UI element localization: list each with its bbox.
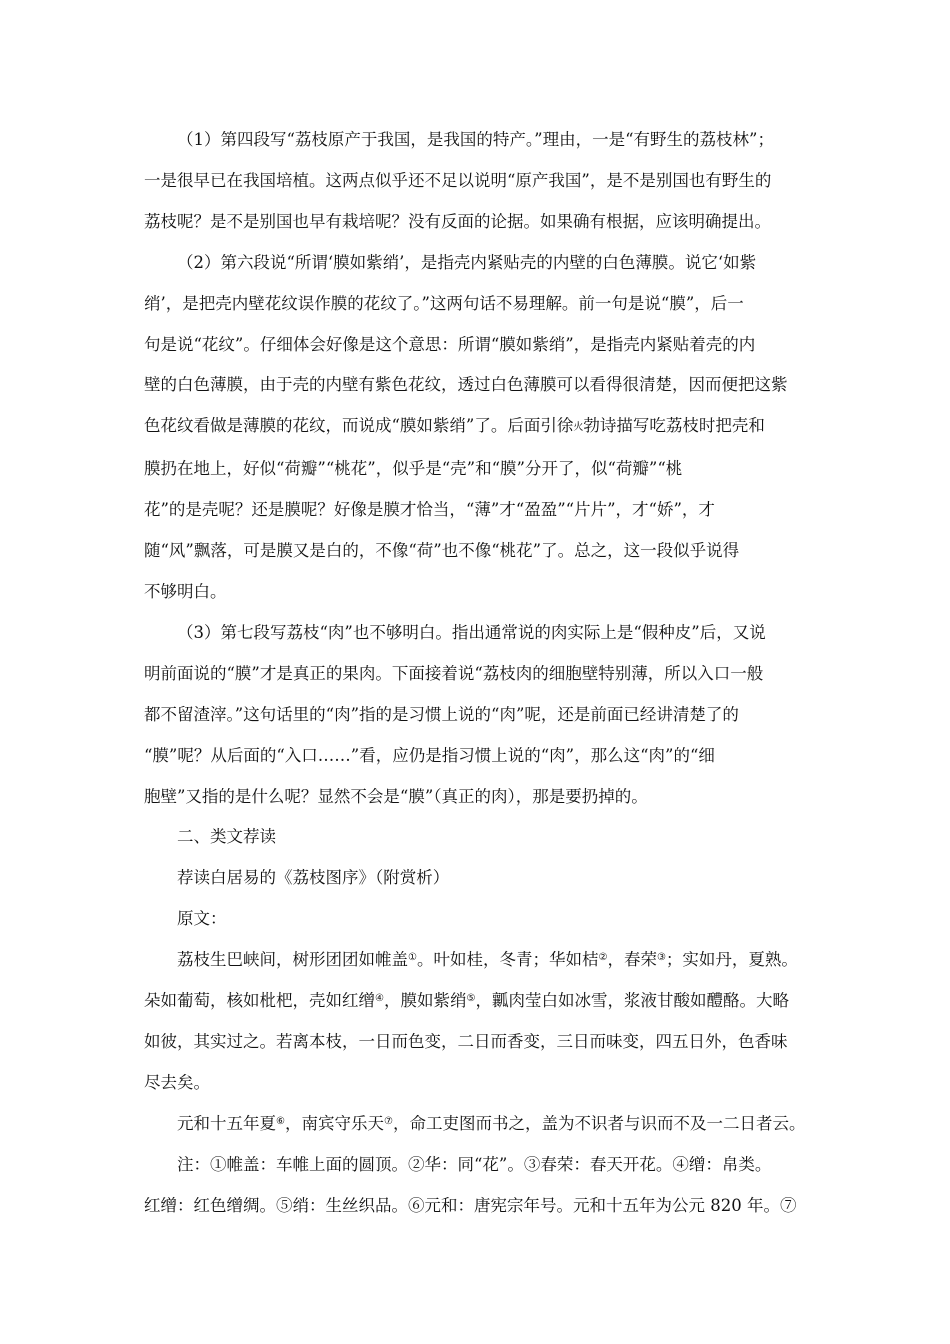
text-line: 都不留渣滓。”这句话里的“肉”指的是习惯上说的“肉”呢，还是前面已经讲清楚了的 bbox=[144, 704, 739, 724]
text-line: 注：①帷盖：车帷上面的圆顶。②华：同“花”。③春荣：春天开花。④缯：帛类。 bbox=[177, 1154, 772, 1174]
text-line: 膜扔在地上，好似“荷瓣”“桃花”，似乎是“壳”和“膜”分开了，似“荷瓣”“桃 bbox=[144, 459, 683, 479]
text-line: 荔枝呢？是不是别国也早有栽培呢？没有反面的论据。如果确有根据，应该明确提出。 bbox=[144, 211, 771, 231]
text-line bbox=[144, 1104, 804, 1145]
text-segment: ，瓤肉莹白如冰雪，浆液甘酸如醴酪。大略 bbox=[475, 991, 789, 1011]
text-line: 绡’，是把壳内壁花纹误作膜的花纹了。”这两句话不易理解。前一句是说“膜”，后一 bbox=[144, 293, 744, 313]
paragraph-3 bbox=[144, 613, 804, 818]
recommend-title: 荐读白居易的《荔枝图序》（附赏析） bbox=[177, 868, 450, 888]
original-text bbox=[144, 940, 804, 1145]
text-line: （2）第六段说“所谓‘膜如紫绡’，是指壳内紧贴壳的内壁的白色薄膜。说它‘如紫 bbox=[177, 252, 757, 272]
footnote-marker: ④ bbox=[375, 993, 384, 1005]
paragraph-2 bbox=[144, 243, 804, 613]
text-line: “膜”呢？从后面的“入口……”看，应仍是指习惯上说的“肉”，那么这“肉”的“细 bbox=[144, 745, 715, 765]
text-line: 胞壁”又指的是什么呢？显然不会是“膜”（真正的肉），那是要扔掉的。 bbox=[144, 786, 648, 806]
text-line: 花”的是壳呢？还是膜呢？好像是膜才恰当，“薄”才“盈盈”“片片”，才“娇”，才 bbox=[144, 500, 715, 520]
footnote-marker: ③ bbox=[656, 952, 666, 964]
text-segment: ，春荣 bbox=[607, 950, 657, 970]
text-line: 不够明白。 bbox=[144, 581, 227, 601]
section-heading: 二、类文荐读 bbox=[177, 827, 276, 847]
text-line: 尽去矣。 bbox=[144, 1072, 210, 1092]
text-segment: ，南宾守乐天 bbox=[284, 1113, 384, 1133]
text-segment: ；实如丹，夏熟。 bbox=[665, 950, 798, 970]
text-segment: 朵如葡萄，核如枇杷，壳如红缯 bbox=[144, 991, 375, 1011]
text-segment: 荔枝生巴峡间，树形团团如帷盖 bbox=[177, 950, 408, 970]
text-line bbox=[144, 940, 804, 981]
footnote-marker: ① bbox=[408, 952, 417, 964]
text-segment: 勃诗描写吃荔枝时把壳和 bbox=[583, 416, 765, 436]
text-segment: ，膜如紫绡 bbox=[383, 991, 467, 1011]
text-segment: ，命工吏图而书之，盖为不识者与识而不及一二日者云。 bbox=[392, 1113, 806, 1133]
original-label: 原文： bbox=[177, 909, 227, 929]
text-line: （3）第七段写荔枝“肉”也不够明白。指出通常说的肉实际上是“假种皮”后，又说 bbox=[177, 622, 766, 642]
text-segment: 色花纹看做是薄膜的花纹，而说成“膜如紫绡”了。后面引徐 bbox=[144, 416, 574, 436]
text-line: 如彼，其实过之。若离本枝，一日而色变，二日而香变，三日而味变，四五日外，色香味 bbox=[144, 1031, 788, 1051]
document-body bbox=[144, 120, 804, 1226]
footnote-marker: ⑦ bbox=[383, 1115, 393, 1127]
text-line bbox=[144, 406, 804, 449]
text-segment: 。叶如桂，冬青；华如桔 bbox=[416, 950, 599, 970]
footnote-marker: ⑥ bbox=[276, 1115, 285, 1127]
text-line: 一是很早已在我国培植。这两点似乎还不足以说明“原产我国”，是不是别国也有野生的 bbox=[144, 170, 772, 190]
text-line: （1）第四段写“荔枝原产于我国，是我国的特产。”理由，一是“有野生的荔枝林”； bbox=[177, 130, 774, 149]
text-line bbox=[144, 981, 804, 1022]
paragraph-1 bbox=[144, 120, 804, 243]
footnote-marker: ⑤ bbox=[466, 993, 476, 1005]
text-line: 壁的白色薄膜，由于壳的内壁有紫色花纹，透过白色薄膜可以看得很清楚，因而便把这紫 bbox=[144, 375, 788, 395]
small-glyph: 火 bbox=[573, 422, 584, 434]
text-line: 明前面说的“膜”才是真正的果肉。下面接着说“荔枝肉的细胞壁特别薄，所以入口一般 bbox=[144, 663, 764, 683]
text-segment: 元和十五年夏 bbox=[177, 1113, 276, 1133]
text-line: 随“风”飘落，可是膜又是白的，不像“荷”也不像“桃花”了。总之，这一段似乎说得 bbox=[144, 541, 740, 561]
notes bbox=[144, 1145, 804, 1227]
text-line: 红缯：红色缯绸。⑤绡：生丝织品。⑥元和：唐宪宗年号。元和十五年为公元 820 年。⑦ bbox=[144, 1195, 797, 1215]
text-line: 句是说“花纹”。仔细体会好像是这个意思：所谓“膜如紫绡”，是指壳内紧贴着壳的内 bbox=[144, 334, 756, 354]
footnote-marker: ② bbox=[598, 952, 608, 964]
